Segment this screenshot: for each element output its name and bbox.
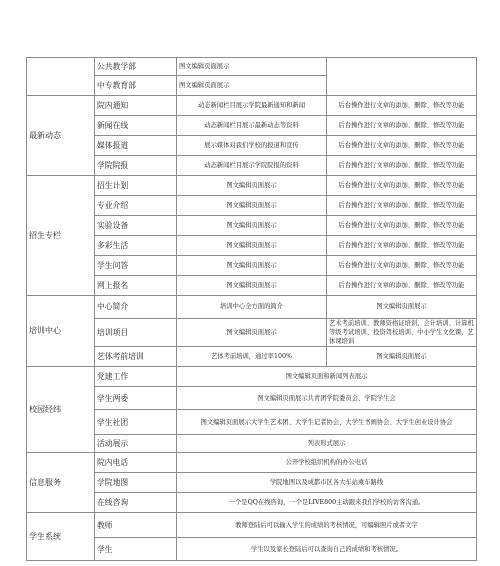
desc-cell: 图文编辑页面展示 (177, 236, 327, 256)
table-row (27, 513, 477, 538)
func-cell: 后台操作进行文章的添加、删除、修改等功能 (327, 176, 477, 196)
func-cell: 图文编辑页面展示 (327, 296, 477, 319)
item-cell: 院内通知 (95, 96, 177, 116)
merged-desc-cell: 公开学校组织机构的办公电话 (177, 453, 477, 473)
item-cell: 公共教学部 (95, 58, 177, 76)
func-cell: 后台操作进行文章的添加、删除、修改等功能 (327, 236, 477, 256)
merged-desc-cell: 学院地图以及成都市区各大车站乘车路线 (177, 473, 477, 493)
func-cell: 后台操作进行文章的添加、删除、修改等功能 (327, 116, 477, 136)
desc-cell: 艺体考前培训，通过率100% (177, 347, 327, 367)
item-cell: 新闻在线 (95, 116, 177, 136)
item-cell: 党建工作 (95, 367, 177, 387)
merged-desc-cell: 图文编辑页面展示共青团学院委员会、学院学生会 (177, 387, 477, 410)
item-cell: 艺体考前培训 (95, 347, 177, 367)
item-cell: 多彩生活 (95, 236, 177, 256)
merged-desc-cell: 学生以及家长登陆后可以查询自己的成绩和考核情况。 (177, 538, 477, 561)
merged-desc-cell: 图文编辑页面和新闻列表展示 (177, 367, 477, 387)
section-cell: 校园经纬 (27, 367, 95, 453)
item-cell: 在线咨询 (95, 493, 177, 513)
func-cell: 后台操作进行文章的添加、删除、修改等功能 (327, 156, 477, 176)
table-row (27, 196, 477, 216)
table-row (27, 256, 477, 276)
table-row (27, 96, 477, 116)
desc-cell: 图文编辑页面展示 (177, 58, 327, 76)
table-row (27, 473, 477, 493)
table-row (27, 156, 477, 176)
desc-cell: 图文编辑页面展示 (177, 216, 327, 236)
section-cell: 最新动态 (27, 96, 95, 176)
table-row (27, 493, 477, 513)
item-cell: 网上报名 (95, 276, 177, 296)
table-row (27, 367, 477, 387)
item-cell: 学院院报 (95, 156, 177, 176)
desc-cell: 图文编辑页面展示 (177, 76, 327, 96)
item-cell: 院内电话 (95, 453, 177, 473)
section-cell: 学生系统 (27, 513, 95, 561)
section-cell: 信息服务 (27, 453, 95, 513)
item-cell: 培训项目 (95, 319, 177, 347)
item-cell: 学生问答 (95, 256, 177, 276)
item-cell: 学生社团 (95, 410, 177, 435)
func-cell: 图文编辑页面展示 (327, 347, 477, 367)
table-row (27, 347, 477, 367)
desc-cell: 培训中心全方面的简介 (177, 296, 327, 319)
table-row (27, 435, 477, 453)
func-cell: 艺术考前培训、教师资格证培训、会计培训、计算机等级考试培训、投资驾校培训、中小学生文化课、艺体课培训 (327, 319, 477, 347)
item-cell: 学生 (95, 538, 177, 561)
item-cell: 中专教育部 (95, 76, 177, 96)
item-cell: 媒体报道 (95, 136, 177, 156)
table-row (27, 453, 477, 473)
table-row (27, 387, 477, 410)
section-cell: 培训中心 (27, 296, 95, 367)
table-row (27, 116, 477, 136)
desc-cell: 图文编辑页面展示 (177, 256, 327, 276)
item-cell: 学院地图 (95, 473, 177, 493)
table-row (27, 319, 477, 347)
desc-cell: 展示媒体对我们学校的报道和宣传 (177, 136, 327, 156)
func-cell (327, 58, 477, 96)
item-cell: 招生计划 (95, 176, 177, 196)
section-cell (27, 58, 95, 96)
desc-cell: 图文编辑页面展示 (177, 319, 327, 347)
desc-cell: 图文编辑页面展示 (177, 276, 327, 296)
document-page (26, 57, 476, 566)
item-cell: 教师 (95, 513, 177, 538)
func-cell: 后台操作进行文章的添加、删除、修改等功能 (327, 196, 477, 216)
table-row (27, 538, 477, 561)
table-row (27, 58, 477, 76)
func-cell: 后台操作进行文章的添加、删除、修改等功能 (327, 136, 477, 156)
desc-cell: 动态新闻栏目展示最新动态等资料 (177, 116, 327, 136)
desc-cell: 图文编辑页面展示 (177, 176, 327, 196)
item-cell: 实验设备 (95, 216, 177, 236)
merged-desc-cell: 列表形式展示 (177, 435, 477, 453)
table-row (27, 296, 477, 319)
table-row (27, 276, 477, 296)
table-row (27, 216, 477, 236)
table-row (27, 236, 477, 256)
desc-cell: 动态新闻栏目展示学院最新通知和新闻 (177, 96, 327, 116)
desc-cell: 动态新闻栏目展示学院院报的资料 (177, 156, 327, 176)
merged-desc-cell: 一个是QQ在线咨询，一个是LIVE800主动跟来我们学校的访客沟通。 (177, 493, 477, 513)
func-cell: 后台操作进行文章的添加、删除、修改等功能 (327, 216, 477, 236)
table-row (27, 410, 477, 435)
merged-desc-cell: 教师登陆后可以输入学生的成绩的考核情况，可编辑照片或者文字 (177, 513, 477, 538)
table-row (27, 176, 477, 196)
func-cell: 后台操作进行文章的添加、删除、修改等功能 (327, 256, 477, 276)
desc-cell: 图文编辑页面展示 (177, 196, 327, 216)
item-cell: 学生两委 (95, 387, 177, 410)
func-cell: 后台操作进行文章的添加、删除、修改等功能 (327, 276, 477, 296)
section-cell: 招生专栏 (27, 176, 95, 296)
table-row (27, 136, 477, 156)
merged-desc-cell: 图文编辑页面展示大学生艺术团、大学生记者协会、大学生书画协会、大学生创业设计协会 (177, 410, 477, 435)
item-cell: 专业介绍 (95, 196, 177, 216)
func-cell: 后台操作进行文章的添加、删除、修改等功能 (327, 96, 477, 116)
item-cell: 中心简介 (95, 296, 177, 319)
item-cell: 活动展示 (95, 435, 177, 453)
website-structure-table (26, 57, 477, 561)
